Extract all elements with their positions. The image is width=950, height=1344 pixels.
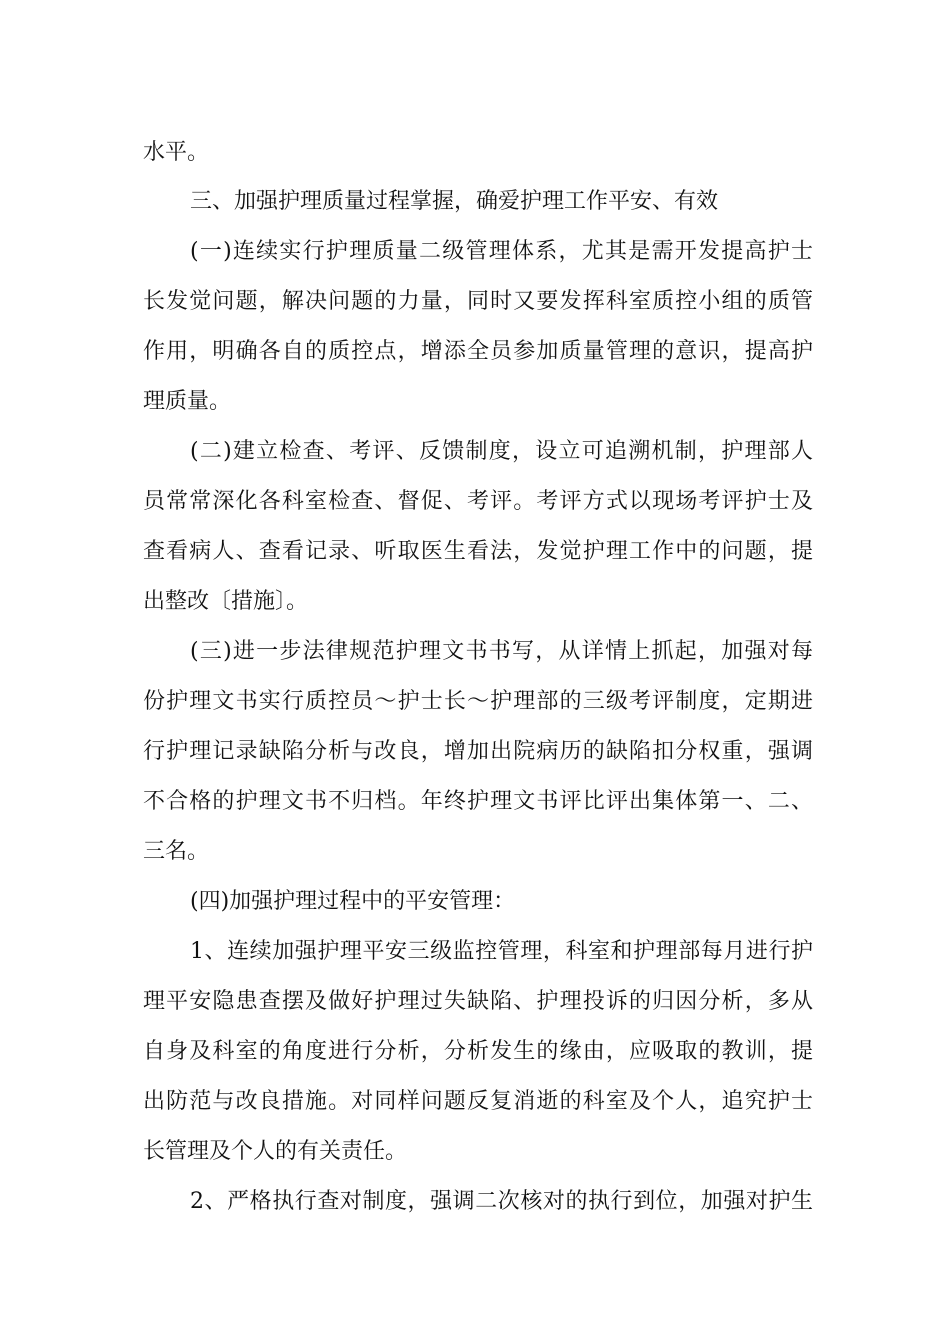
text-line-16: (四)加强护理过程中的平安管理： — [190, 889, 516, 914]
section-heading-3: 三、加强护理质量过程掌握，确爱护理工作平安、有效 — [190, 189, 719, 214]
text-line-1: 水平。 — [143, 140, 210, 165]
text-line-8: 员常常深化各科室检查、督促、考评。考评方式以现场考评护士及 — [143, 489, 813, 514]
text-line-11: (三)进一步法律规范护理文书书写，从详情上抓起，加强对每 — [190, 639, 813, 664]
text-line-7: (二)建立检查、考评、反馈制度，设立可追溯机制，护理部人 — [190, 439, 813, 464]
text-line-4: 长发觉问题，解决问题的力量，同时又要发挥科室质控小组的质管 — [143, 289, 813, 314]
text-line-17: 1、连续加强护理平安三级监控管理，科室和护理部每月进行护 — [190, 939, 813, 964]
text-line-6: 理质量。 — [143, 389, 232, 414]
text-line-15: 三名。 — [143, 839, 210, 864]
text-line-20: 出防范与改良措施。对同样问题反复消逝的科室及个人，追究护士 — [143, 1089, 813, 1114]
text-line-12: 份护理文书实行质控员～护士长～护理部的三级考评制度，定期进 — [143, 689, 813, 714]
text-line-18: 理平安隐患查摆及做好护理过失缺陷、护理投诉的归因分析，多从 — [143, 989, 813, 1014]
text-line-5: 作用，明确各自的质控点，增添全员参加质量管理的意识，提高护 — [143, 339, 813, 364]
text-line-9: 查看病人、查看记录、听取医生看法，发觉护理工作中的问题，提 — [143, 539, 813, 564]
text-line-3: (一)连续实行护理质量二级管理体系，尤其是需开发提高护士 — [190, 239, 813, 264]
text-line-19: 自身及科室的角度进行分析，分析发生的缘由，应吸取的教训，提 — [143, 1039, 813, 1064]
text-line-10: 出整改〔措施〕。 — [143, 589, 309, 614]
text-line-14: 不合格的护理文书不归档。年终护理文书评比评出集体第一、二、 — [143, 789, 813, 814]
text-line-21: 长管理及个人的有关责任。 — [143, 1139, 408, 1164]
text-line-13: 行护理记录缺陷分析与改良，增加出院病历的缺陷扣分权重，强调 — [143, 739, 813, 764]
text-line-22: 2、严格执行查对制度，强调二次核对的执行到位，加强对护生 — [190, 1189, 813, 1214]
